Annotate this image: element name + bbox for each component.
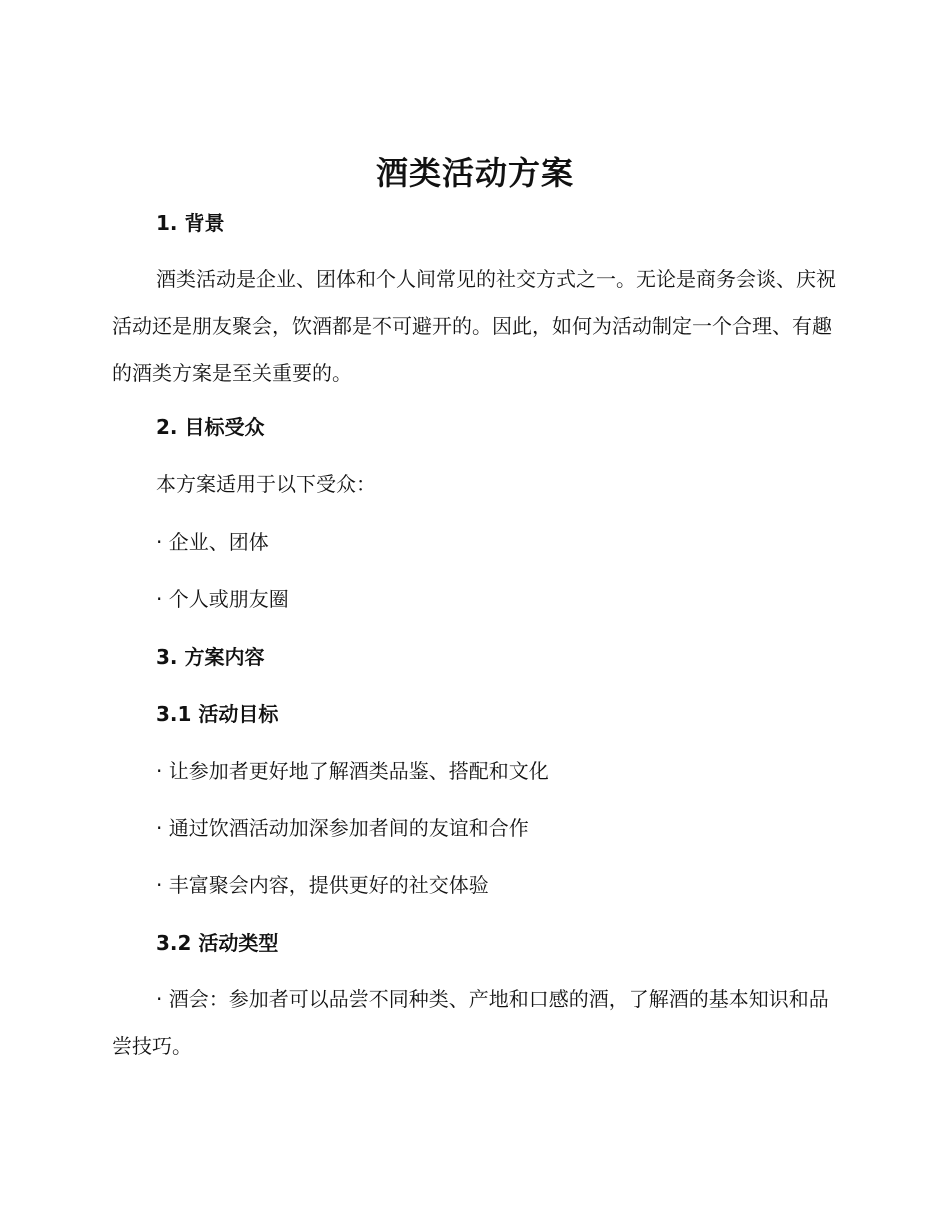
audience-intro: 本方案适用于以下受众： <box>156 472 376 496</box>
section-heading-background: 1. 背景 <box>156 211 225 235</box>
section-heading-content: 3. 方案内容 <box>156 645 265 669</box>
section-heading-audience: 2. 目标受众 <box>156 415 265 439</box>
list-item: · 让参加者更好地了解酒类品鉴、搭配和文化 <box>156 759 549 783</box>
list-item: · 丰富聚会内容，提供更好的社交体验 <box>156 873 489 897</box>
document-title: 酒类活动方案 <box>375 154 574 192</box>
list-item: · 企业、团体 <box>156 530 269 554</box>
background-paragraph: 酒类活动是企业、团体和个人间常见的社交方式之一。无论是商务会谈、庆祝活动还是朋友聚会，饮酒都是不可避开的。因此，如何为活动制定一个合理、有趣的酒类方案是至关重要的。 <box>112 267 836 385</box>
activity-type-paragraph: · 酒会：参加者可以品尝不同种类、产地和口感的酒，了解酒的基本知识和品尝技巧。 <box>112 987 829 1058</box>
subsection-heading-types: 3.2 活动类型 <box>156 931 279 955</box>
list-item: · 通过饮酒活动加深参加者间的友谊和合作 <box>156 816 529 840</box>
list-item: · 个人或朋友圈 <box>156 587 289 611</box>
subsection-heading-goals: 3.1 活动目标 <box>156 702 279 726</box>
